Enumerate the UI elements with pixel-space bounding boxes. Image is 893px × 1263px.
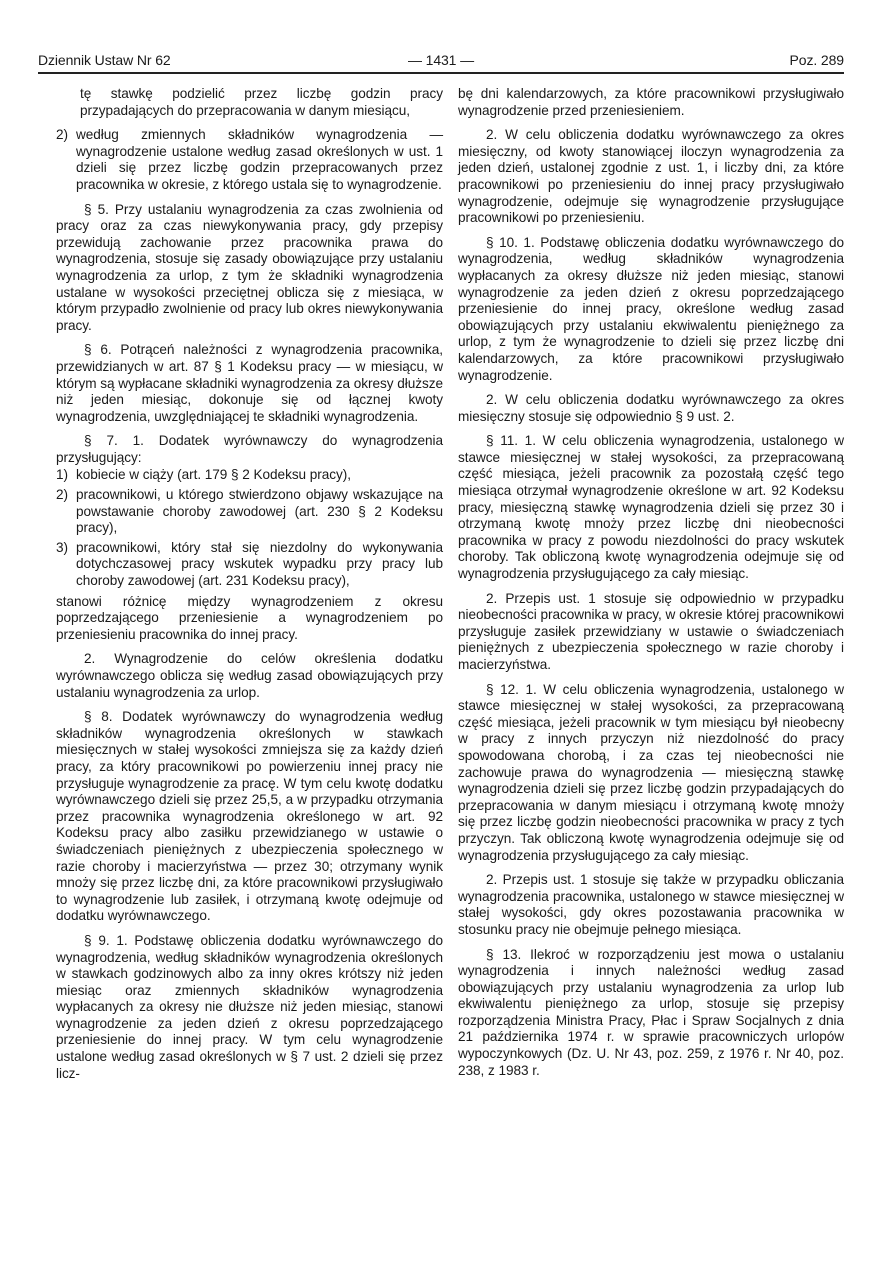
list-number: 1)	[56, 467, 68, 483]
paragraph-11-ust-2: 2. Przepis ust. 1 stosuje się odpowiednio w przypadku nieobecności pracownika w pracy, w okresie której pracownikowi przysługuje zasiłek przewidziany w ustawie o świadczeniach pieniężnych z ubezpieczenia społecznego w razie choroby i macierzyństwa.	[458, 590, 844, 672]
list-item-2	[56, 487, 443, 537]
paragraph-7-ust-2: 2. Wynagrodzenie do celów określenia dodatku wyrównawczego oblicza się według zasad obowiązujących przy ustalaniu wynagrodzenia za urlop.	[56, 651, 443, 700]
paragraph-6: § 6. Potrąceń należności z wynagrodzenia pracownika, przewidzianych w art. 87 § 1 Kodeksu pracy — w miesiącu, w którym są wypłacane składniki wynagrodzenia za okresy dłuższe niż jeden miesiąc, dokonuje się od łącznej kwoty wynagrodzenia, uwzględniającej te składniki wynagrodzenia.	[56, 342, 443, 424]
paragraph-10-ust-2: 2. W celu obliczenia dodatku wyrównawczego za okres miesięczny stosuje się odpowiednio § 9 ust. 2.	[458, 392, 844, 424]
position-number: Poz. 289	[789, 52, 844, 68]
page-header	[38, 50, 844, 74]
list-number: 3)	[56, 539, 68, 555]
paragraph-7	[56, 433, 443, 701]
paragraph-9-ust-1: § 9. 1. Podstawę obliczenia dodatku wyrównawczego do wynagrodzenia, według składników wynagrodzenia określonych w stawkach godzinowych albo za inny okres krótszy niż jeden miesiąc oraz zmiennych składników wynagrodzenia wypłacanych za okresy nie dłuższe niż jeden miesiąc, stanowi wynagrodzenie za jeden dzień z okresu poprzedzającego przeniesienie do innej pracy. W tym celu wynagrodzenie ustalone według zasad określonych w § 7 ust. 2 dzieli się przez licz-	[56, 932, 443, 1081]
paragraph-7-tail: stanowi różnicę między wynagrodzeniem z okresu poprzedzającego przeniesienie a wynagrodzeniem po przeniesieniu pracownika do innej pracy.	[56, 593, 443, 642]
paragraph-9-ust-2: 2. W celu obliczenia dodatku wyrównawczego za okres miesięczny, od kwoty stanowiącej iloczyn wynagrodzenia za jeden dzień, ustalonej zgodnie z ust. 1, i liczby dni, za które pracownikowi po przeniesieniu do innej pracy przysługiwało wynagrodzenie, odejmuje się wynagrodzenie przysługujące pracownikowi po przeniesieniu.	[458, 127, 844, 226]
paragraph-7-lead: § 7. 1. Dodatek wyrównawczy do wynagrodzenia przysługujący:	[56, 433, 443, 465]
list-item-3	[56, 540, 443, 590]
list-text: według zmiennych składników wynagrodzenia — wynagrodzenie ustalone według zasad określonych w ust. 1 dzieli się przez liczbę godzin przepracowanych przez pracownika w okresie, z którego ustala się to wynagrodzenie.	[76, 127, 443, 192]
paragraph-12-ust-1: § 12. 1. W celu obliczenia wynagrodzenia, ustalonego w stawce miesięcznej w stałej wysokości, za przepracowaną część miesiąca, jeżeli pracownik w tym miesiącu był nieobecny w pracy z innych przyczyn niż niezdolność do pracy spowodowana chorobą, i za czas tej nieobecności nie zachowuje prawa do wynagrodzenia — miesięczną stawkę wynagrodzenia dzieli się przez liczbę godzin przypadających do przepracowania w danym miesiącu i otrzymaną kwotę mnoży się przez liczbę godzin nieobecności pracownika w pracy z tych przyczyn. Tak obliczoną kwotę wynagrodzenia odejmuje się od wynagrodzenia przysługującego za cały miesiąc.	[458, 681, 844, 863]
list-number: 2)	[56, 487, 68, 503]
journal-title: Dziennik Ustaw Nr 62	[38, 52, 171, 68]
list-text: pracownikowi, u którego stwierdzono objawy wskazujące na powstawanie choroby zawodowej (art. 230 § 2 Kodeksu pracy),	[76, 487, 443, 536]
paragraph-13: § 13. Ilekroć w rozporządzeniu jest mowa o ustalaniu wynagrodzenia i innych należności według zasad obowiązujących przy ustalaniu wynagrodzenia za urlop lub ekwiwalentu pieniężnego za urlop, stosuje się przepisy rozporządzenia Ministra Pracy, Płac i Spraw Socjalnych z dnia 21 października 1974 r. w sprawie pracowniczych urlopów wypoczynkowych (Dz. U. Nr 43, poz. 259, z 1976 r. Nr 40, poz. 238, z 1983 r.	[458, 946, 844, 1078]
paragraph-10-ust-1: § 10. 1. Podstawę obliczenia dodatku wyrównawczego do wynagrodzenia, według składników wynagrodzenia wypłacanych za okresy dłuższe niż jeden miesiąc, stanowi wynagrodzenie za jeden dzień z okresu poprzedzającego przeniesienie do innej pracy, określone według zasad obowiązujących przy ustalaniu ekwiwalentu pieniężnego za urlop, z tym że wynagrodzenie to dzieli się przez liczbę dni kalendarzowych, za które pracownikowi przysługiwało wynagrodzenie.	[458, 234, 844, 383]
paragraph-8: § 8. Dodatek wyrównawczy do wynagrodzenia według składników wynagrodzenia określonych w stawkach miesięcznych w stałej wysokości zmniejsza się za każdy dzień pracy, za który pracownikowi po powierzeniu innej pracy nie przysługuje wynagrodzenie za pracę. W tym celu kwotę dodatku wyrównawczego dzieli się przez 25,5, a w przypadku otrzymania przez pracownika wynagrodzenia określonego w art. 92 Kodeksu pracy albo zasiłku przewidzianego w ustawie o świadczeniach pieniężnych z ubezpieczenia społecznego w razie choroby i macierzyństwa — przez 30; otrzymany wynik mnoży się przez liczbę dni, za które pracownikowi przysługiwało to wynagrodzenie lub zasiłek, i otrzymaną kwotę odejmuje od dodatku wyrównawczego.	[56, 709, 443, 924]
list-text: kobiecie w ciąży (art. 179 § 2 Kodeksu pracy),	[76, 467, 351, 483]
list-number: 2)	[56, 127, 68, 143]
continuation-paragraph: tę stawkę podzielić przez liczbę godzin pracy przypadających do przepracowania w danym miesiącu,	[80, 86, 443, 118]
right-column	[458, 86, 844, 1087]
left-column	[56, 86, 443, 1090]
list-item-1	[56, 467, 443, 484]
list-item-2	[56, 127, 443, 193]
page-number: — 1431 —	[407, 52, 475, 68]
paragraph-5: § 5. Przy ustalaniu wynagrodzenia za czas zwolnienia od pracy oraz za czas niewykonywania pracy, gdy przepisy przewidują zachowanie przez pracownika prawa do wynagrodzenia, stosuje się zasady obowiązujące przy ustalaniu wynagrodzenia za urlop, z tym że składniki wynagrodzenia ustalane w wysokości przeciętnej oblicza się z miesiąca, w którym przypadło zwolnienie od pracy lub okres niewykonywania pracy.	[56, 201, 443, 333]
paragraph-11-ust-1: § 11. 1. W celu obliczenia wynagrodzenia, ustalonego w stawce miesięcznej w stałej wysokości, za przepracowaną część miesiąca, jeżeli pracownik za pozostałą część tego miesiąca otrzymał wynagrodzenie określone w art. 92 Kodeksu pracy, miesięczną stawkę wynagrodzenia dzieli się przez 30 i otrzymaną kwotę mnoży przez liczbę dni nieobecności pracownika w pracy z powodu niezdolności do pracy wskutek choroby. Tak obliczoną kwotę wynagrodzenia odejmuje się od wynagrodzenia przysługującego za cały miesiąc.	[458, 433, 844, 582]
list-text: pracownikowi, który stał się niezdolny do wykonywania dotychczasowej pracy wskutek wypadku przy pracy lub choroby zawodowej (art. 231 Kodeksu pracy),	[76, 539, 443, 589]
paragraph-12-ust-2: 2. Przepis ust. 1 stosuje się także w przypadku obliczania wynagrodzenia pracownika, ustalonego w stawce miesięcznej w stałej wysokości, gdy okres pozostawania pracownika w stosunku pracy nie obejmuje pełnego miesiąca.	[458, 872, 844, 937]
continuation-paragraph: bę dni kalendarzowych, za które pracownikowi przysługiwało wynagrodzenie przed przeniesieniem.	[458, 86, 844, 118]
